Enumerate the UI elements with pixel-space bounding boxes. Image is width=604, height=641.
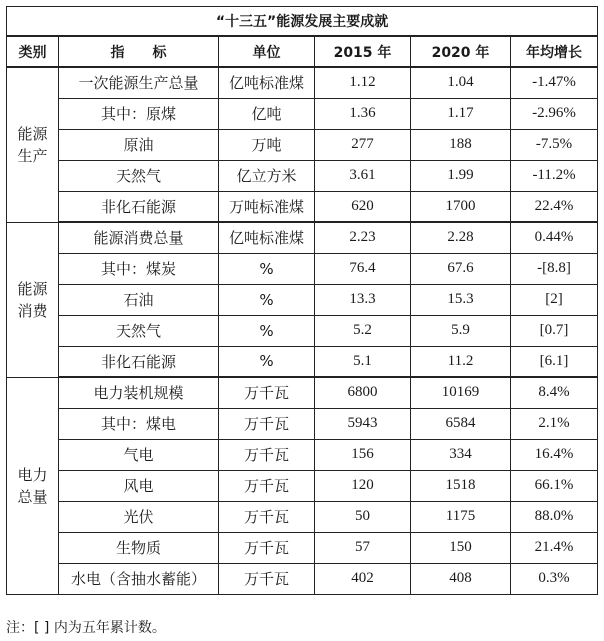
header-category: 类别 xyxy=(7,36,59,67)
table-row xyxy=(7,439,598,470)
annual-growth-cell: -7.5% xyxy=(511,129,598,160)
category-cell xyxy=(7,222,59,377)
value-2020-cell: 2.28 xyxy=(411,222,511,253)
value-2015-cell: 156 xyxy=(315,439,411,470)
category-cell xyxy=(7,377,59,594)
annual-growth-cell: 88.0% xyxy=(511,501,598,532)
value-2015-cell: 3.61 xyxy=(315,160,411,191)
value-2020-cell: 188 xyxy=(411,129,511,160)
value-2015-cell: 277 xyxy=(315,129,411,160)
value-2020-cell: 6584 xyxy=(411,408,511,439)
value-2015-cell: 1.12 xyxy=(315,67,411,98)
annual-growth-cell: [0.7] xyxy=(511,315,598,346)
value-2015-cell: 5.2 xyxy=(315,315,411,346)
indicator-cell: 水电（含抽水蓄能） xyxy=(59,563,219,594)
indicator-cell: 电力装机规模 xyxy=(59,377,219,408)
value-2015-cell: 620 xyxy=(315,191,411,222)
annual-growth-cell: [2] xyxy=(511,284,598,315)
indicator-cell: 原油 xyxy=(59,129,219,160)
value-2015-cell: 13.3 xyxy=(315,284,411,315)
indicator-cell: 光伏 xyxy=(59,501,219,532)
value-2020-cell: 1.04 xyxy=(411,67,511,98)
value-2015-cell: 5943 xyxy=(315,408,411,439)
indicator-cell: 天然气 xyxy=(59,315,219,346)
indicator-cell: 一次能源生产总量 xyxy=(59,67,219,98)
unit-cell: % xyxy=(219,346,315,377)
unit-cell: 亿吨 xyxy=(219,98,315,129)
value-2015-cell: 2.23 xyxy=(315,222,411,253)
annual-growth-cell: -2.96% xyxy=(511,98,598,129)
category-label-line: 消费 xyxy=(17,301,48,320)
indicator-cell: 气电 xyxy=(59,439,219,470)
header-2020: 2020 年 xyxy=(411,36,511,67)
indicator-cell: 其中：煤电 xyxy=(59,408,219,439)
annual-growth-cell: 66.1% xyxy=(511,470,598,501)
indicator-cell: 能源消费总量 xyxy=(59,222,219,253)
category-label-line: 电力 xyxy=(17,465,48,484)
table-title: “十三五”能源发展主要成就 xyxy=(7,7,598,37)
value-2020-cell: 1.17 xyxy=(411,98,511,129)
category-label-line: 能源 xyxy=(17,124,48,143)
category-label-line: 能源 xyxy=(17,279,48,298)
unit-cell: 万千瓦 xyxy=(219,532,315,563)
unit-cell: % xyxy=(219,253,315,284)
annual-growth-cell: 22.4% xyxy=(511,191,598,222)
value-2020-cell: 10169 xyxy=(411,377,511,408)
header-growth: 年均增长 xyxy=(511,36,598,67)
table-row xyxy=(7,470,598,501)
unit-cell: 万千瓦 xyxy=(219,501,315,532)
value-2020-cell: 15.3 xyxy=(411,284,511,315)
annual-growth-cell: -11.2% xyxy=(511,160,598,191)
table-row xyxy=(7,129,598,160)
table-row xyxy=(7,284,598,315)
category-label-line: 生产 xyxy=(17,146,48,165)
table-row xyxy=(7,98,598,129)
table-row xyxy=(7,315,598,346)
value-2015-cell: 76.4 xyxy=(315,253,411,284)
indicator-cell: 风电 xyxy=(59,470,219,501)
table-row xyxy=(7,532,598,563)
table-row xyxy=(7,563,598,594)
value-2015-cell: 5.1 xyxy=(315,346,411,377)
value-2015-cell: 1.36 xyxy=(315,98,411,129)
unit-cell: 万千瓦 xyxy=(219,377,315,408)
header-row xyxy=(7,36,598,67)
footnote: 注：[ ] 内为五年累计数。 xyxy=(6,620,166,636)
annual-growth-cell: 0.44% xyxy=(511,222,598,253)
annual-growth-cell: 16.4% xyxy=(511,439,598,470)
unit-cell: 万千瓦 xyxy=(219,408,315,439)
value-2015-cell: 402 xyxy=(315,563,411,594)
unit-cell: 万千瓦 xyxy=(219,439,315,470)
annual-growth-cell: 21.4% xyxy=(511,532,598,563)
indicator-cell: 天然气 xyxy=(59,160,219,191)
value-2020-cell: 334 xyxy=(411,439,511,470)
unit-cell: 万千瓦 xyxy=(219,563,315,594)
table-row xyxy=(7,222,598,253)
indicator-cell: 非化石能源 xyxy=(59,346,219,377)
annual-growth-cell: 8.4% xyxy=(511,377,598,408)
indicator-cell: 生物质 xyxy=(59,532,219,563)
table-row xyxy=(7,346,598,377)
indicator-cell: 非化石能源 xyxy=(59,191,219,222)
value-2020-cell: 5.9 xyxy=(411,315,511,346)
header-unit: 单位 xyxy=(219,36,315,67)
indicator-cell: 其中：原煤 xyxy=(59,98,219,129)
unit-cell: 万吨 xyxy=(219,129,315,160)
table-row xyxy=(7,191,598,222)
annual-growth-cell: -1.47% xyxy=(511,67,598,98)
category-label-line: 总量 xyxy=(17,487,48,506)
unit-cell: 亿立方米 xyxy=(219,160,315,191)
value-2015-cell: 6800 xyxy=(315,377,411,408)
value-2015-cell: 50 xyxy=(315,501,411,532)
annual-growth-cell: 0.3% xyxy=(511,563,598,594)
table-row xyxy=(7,377,598,408)
annual-growth-cell: [6.1] xyxy=(511,346,598,377)
value-2020-cell: 1.99 xyxy=(411,160,511,191)
annual-growth-cell: 2.1% xyxy=(511,408,598,439)
table-row xyxy=(7,408,598,439)
header-indicator: 指 标 xyxy=(59,36,219,67)
unit-cell: 亿吨标准煤 xyxy=(219,222,315,253)
value-2020-cell: 150 xyxy=(411,532,511,563)
unit-cell: % xyxy=(219,315,315,346)
value-2020-cell: 1175 xyxy=(411,501,511,532)
unit-cell: % xyxy=(219,284,315,315)
achievements-table xyxy=(6,6,598,595)
value-2015-cell: 120 xyxy=(315,470,411,501)
unit-cell: 万吨标准煤 xyxy=(219,191,315,222)
value-2015-cell: 57 xyxy=(315,532,411,563)
unit-cell: 万千瓦 xyxy=(219,470,315,501)
annual-growth-cell: -[8.8] xyxy=(511,253,598,284)
table-row xyxy=(7,160,598,191)
table-row xyxy=(7,67,598,98)
value-2020-cell: 11.2 xyxy=(411,346,511,377)
header-2015: 2015 年 xyxy=(315,36,411,67)
category-cell xyxy=(7,67,59,222)
indicator-cell: 石油 xyxy=(59,284,219,315)
indicator-cell: 其中：煤炭 xyxy=(59,253,219,284)
table-body xyxy=(7,67,598,594)
value-2020-cell: 1700 xyxy=(411,191,511,222)
value-2020-cell: 408 xyxy=(411,563,511,594)
achievements-table-container xyxy=(6,6,597,595)
table-row xyxy=(7,501,598,532)
value-2020-cell: 67.6 xyxy=(411,253,511,284)
value-2020-cell: 1518 xyxy=(411,470,511,501)
unit-cell: 亿吨标准煤 xyxy=(219,67,315,98)
table-row xyxy=(7,253,598,284)
